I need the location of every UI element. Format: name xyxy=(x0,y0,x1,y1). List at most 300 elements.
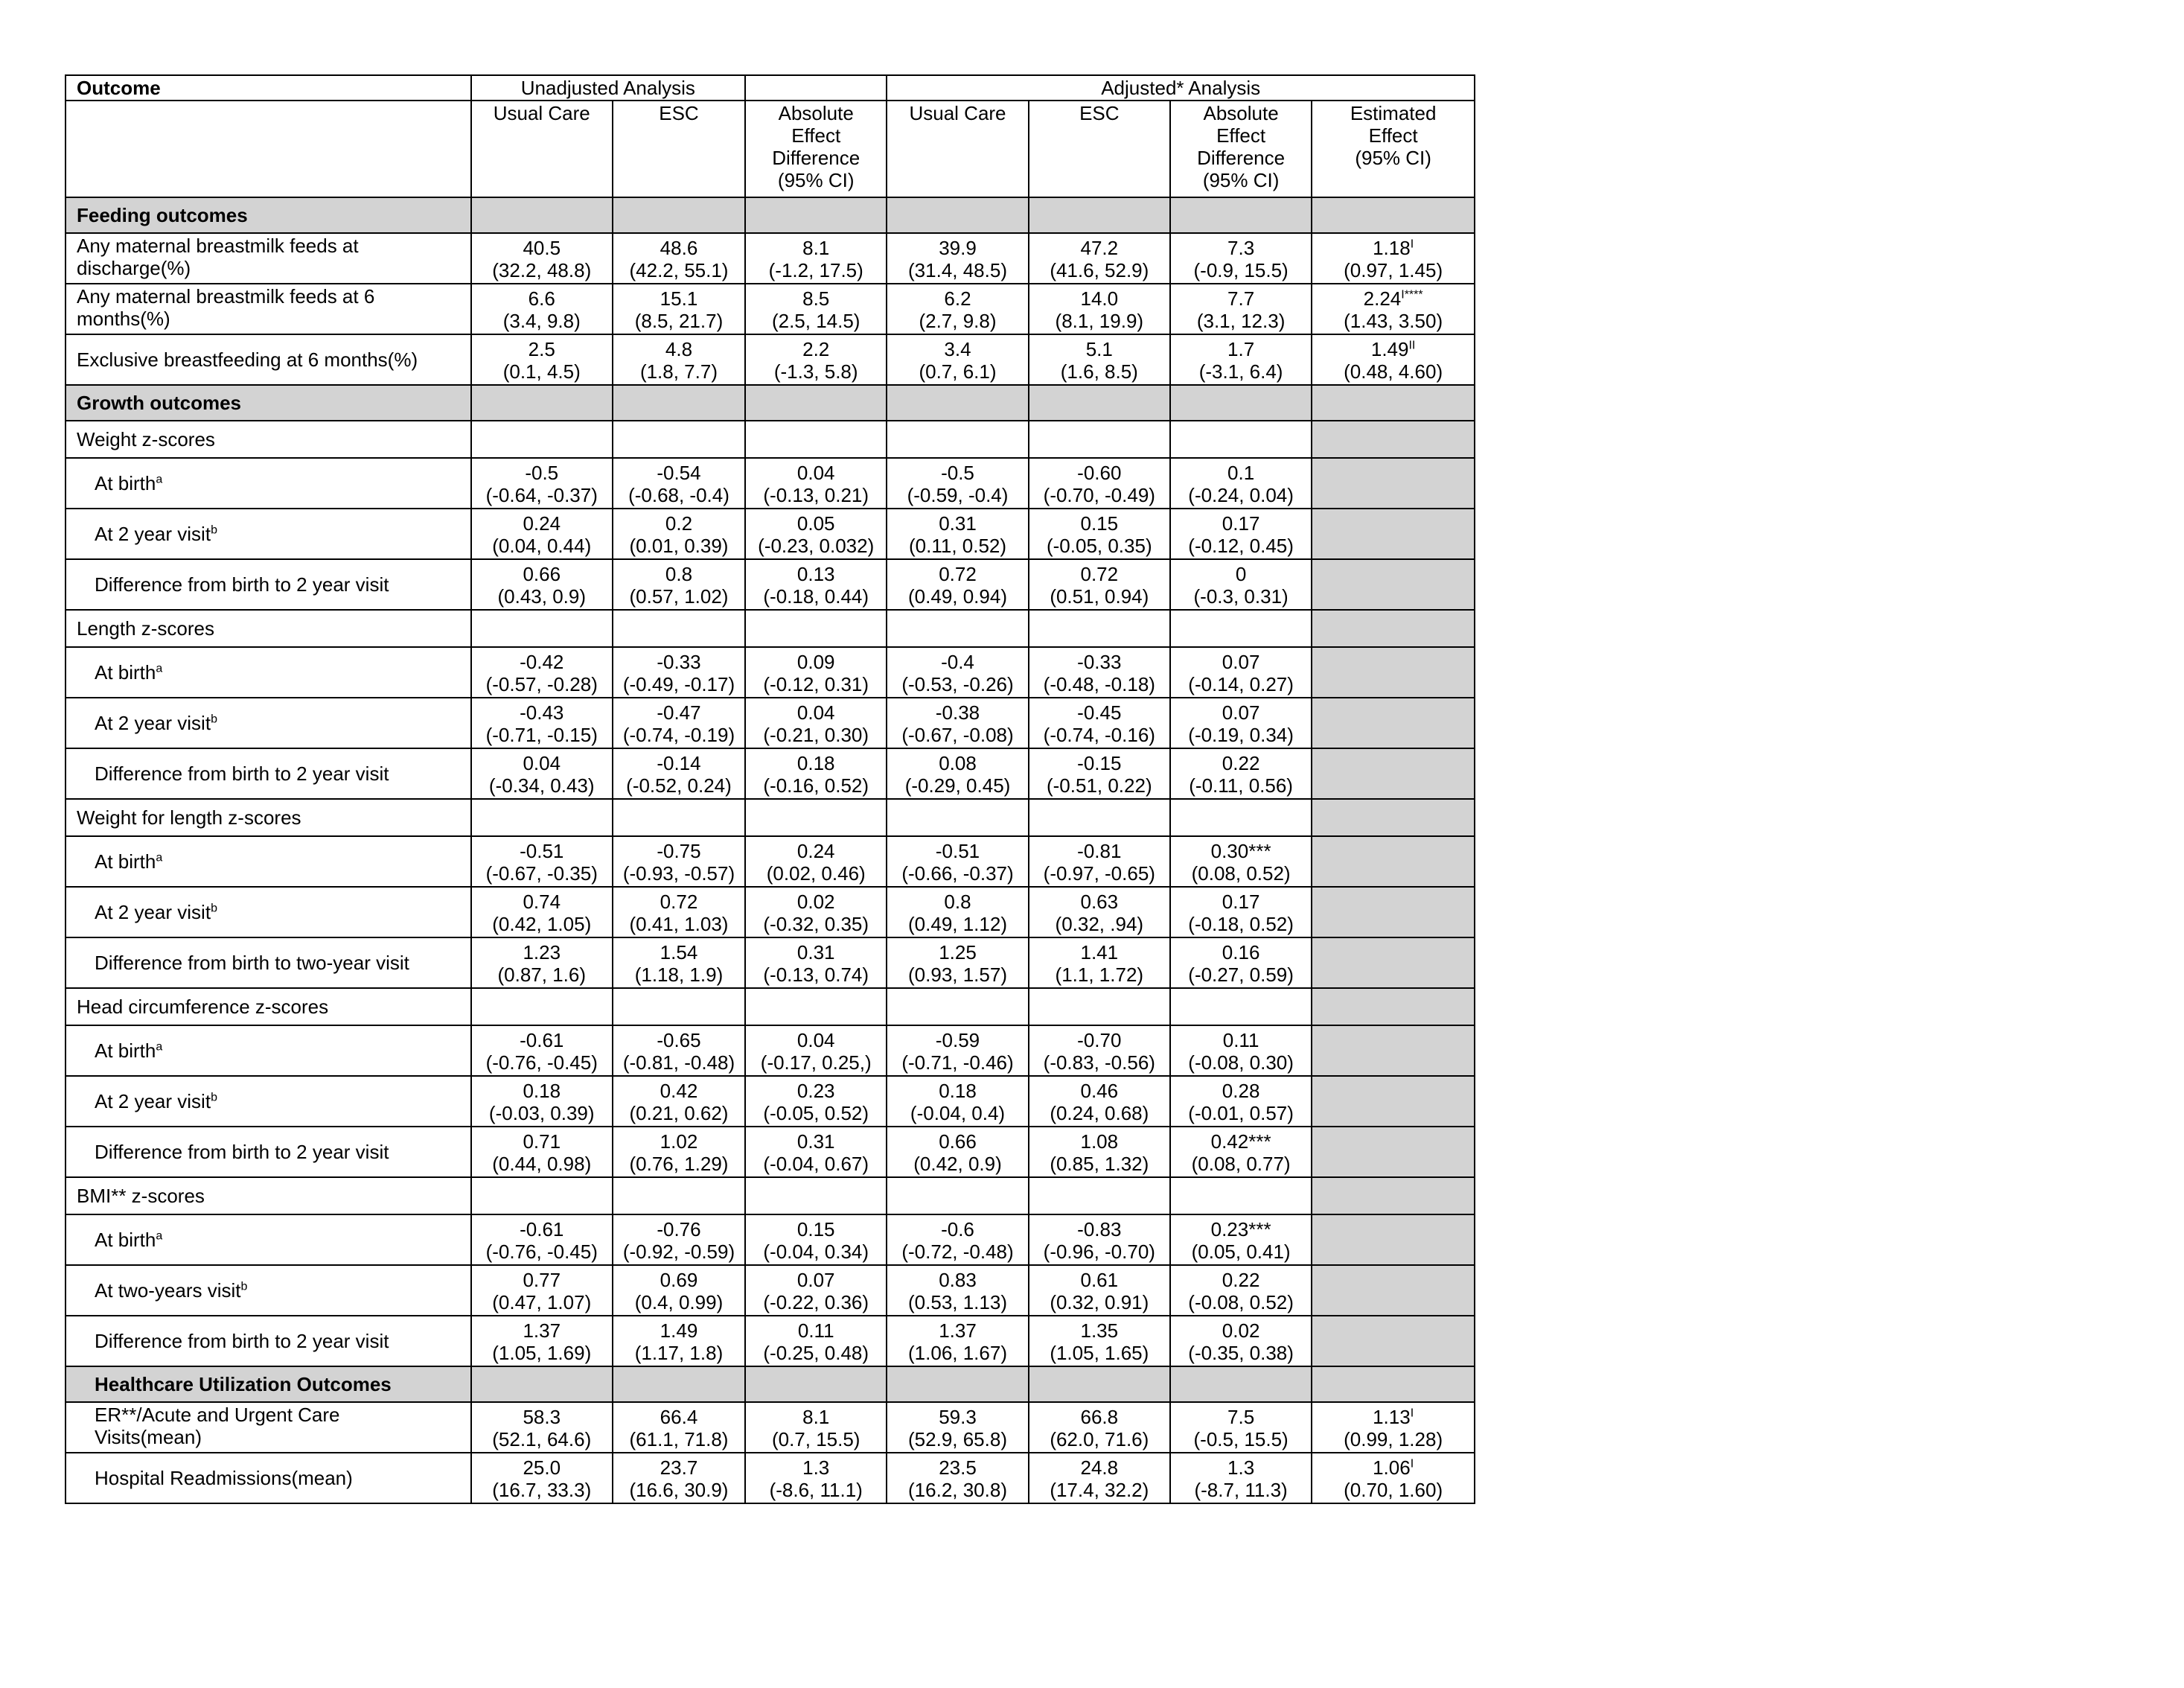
row-label-line: At 2 year visit$^b$ xyxy=(95,901,217,923)
cell-estimate: -0.33 xyxy=(1077,651,1122,673)
column-header-line: (95% CI) xyxy=(1355,147,1431,169)
column-header-line: Difference xyxy=(772,147,860,169)
cell-estimate: 0.07 xyxy=(1222,701,1260,724)
cell-estimate: 59.3 xyxy=(939,1406,977,1428)
row-label-line: At birth$^a$ xyxy=(95,1039,163,1062)
cell-estimate: 0.28 xyxy=(1222,1080,1260,1102)
data-cell xyxy=(613,1076,745,1127)
cell-ci: (-0.48, -0.18) xyxy=(1043,673,1155,695)
data-cell xyxy=(471,1316,613,1366)
group-cell xyxy=(613,610,745,647)
cell-ci: (-0.74, -0.19) xyxy=(622,724,735,746)
data-cell xyxy=(1029,233,1170,284)
data-cell xyxy=(745,1076,887,1127)
section-row xyxy=(66,197,1475,233)
section-label: Feeding outcomes xyxy=(66,197,471,233)
data-cell xyxy=(1029,1402,1170,1453)
cell-estimate: $2.24^{I****}$ xyxy=(1363,287,1423,310)
header-row-1 xyxy=(66,75,1475,101)
cell-ci: (-0.67, -0.35) xyxy=(485,862,598,885)
data-cell xyxy=(1170,1127,1312,1177)
data-cell xyxy=(887,698,1028,748)
cell-estimate: 0.18 xyxy=(796,752,835,774)
table-body xyxy=(66,75,1475,1503)
cell-estimate: 0.24 xyxy=(796,840,835,862)
data-cell xyxy=(745,698,887,748)
cell-ci: (0.85, 1.32) xyxy=(1050,1153,1149,1175)
cell-estimate: 0.13 xyxy=(796,563,835,585)
cell-ci: (17.4, 32.2) xyxy=(1050,1479,1149,1501)
cell-ci: (3.1, 12.3) xyxy=(1196,310,1286,332)
cell-estimate: 0.07 xyxy=(796,1269,835,1291)
row-label xyxy=(66,698,471,748)
cell-estimate: 0.22 xyxy=(1222,1269,1260,1291)
data-cell xyxy=(1029,1127,1170,1177)
data-cell xyxy=(613,937,745,988)
data-cell xyxy=(745,458,887,509)
data-cell xyxy=(613,1316,745,1366)
row-label-line: At birth$^a$ xyxy=(95,1229,163,1251)
column-header xyxy=(471,101,613,197)
data-cell xyxy=(471,1214,613,1265)
data-cell xyxy=(1029,458,1170,509)
row-label xyxy=(66,1453,471,1503)
data-cell-empty xyxy=(1312,748,1475,799)
row-label-line: Any maternal breastmilk feeds at xyxy=(77,235,359,257)
group-cell xyxy=(887,799,1028,836)
cell-estimate: 0.23 xyxy=(796,1080,835,1102)
cell-estimate: 1.54 xyxy=(660,941,698,964)
cell-ci: (31.4, 48.5) xyxy=(908,259,1007,281)
cell-estimate: -0.75 xyxy=(657,840,701,862)
cell-ci: (0.87, 1.6) xyxy=(497,964,586,986)
cell-estimate: 0.72 xyxy=(1080,563,1119,585)
group-label: Head circumference z-scores xyxy=(66,988,471,1025)
row-label-line: Exclusive breastfeeding at 6 months(%) xyxy=(77,348,418,371)
section-cell xyxy=(745,1366,887,1402)
group-cell xyxy=(471,610,613,647)
cell-estimate: 7.5 xyxy=(1227,1406,1255,1428)
cell-estimate: 0 xyxy=(1235,563,1247,585)
data-cell xyxy=(1029,1316,1170,1366)
table-row xyxy=(66,1214,1475,1265)
cell-ci: (16.7, 33.3) xyxy=(492,1479,592,1501)
cell-ci: (0.24, 0.68) xyxy=(1050,1102,1149,1124)
footnote-marker: I**** xyxy=(1401,288,1423,302)
data-cell xyxy=(471,647,613,698)
group-cell xyxy=(745,1177,887,1214)
section-cell xyxy=(745,197,887,233)
data-cell xyxy=(887,1402,1028,1453)
cell-ci: (0.04, 0.44) xyxy=(492,535,592,557)
group-row xyxy=(66,421,1475,458)
data-cell xyxy=(745,887,887,937)
row-label-line: At birth$^a$ xyxy=(95,661,163,684)
data-cell xyxy=(1170,937,1312,988)
data-cell xyxy=(745,748,887,799)
cell-ci: (-0.51, 0.22) xyxy=(1046,774,1152,797)
data-cell xyxy=(613,1402,745,1453)
section-cell xyxy=(1312,1366,1475,1402)
data-cell xyxy=(887,1127,1028,1177)
data-cell xyxy=(1029,647,1170,698)
column-header xyxy=(745,101,887,197)
data-cell xyxy=(887,1214,1028,1265)
cell-estimate: 0.04 xyxy=(796,701,835,724)
cell-estimate: 0.07 xyxy=(1222,651,1260,673)
data-cell xyxy=(1029,887,1170,937)
data-cell xyxy=(745,647,887,698)
row-label xyxy=(66,748,471,799)
cell-ci: (0.08, 0.77) xyxy=(1191,1153,1291,1175)
data-cell xyxy=(745,1453,887,1503)
section-cell xyxy=(1029,385,1170,421)
data-cell xyxy=(1029,748,1170,799)
cell-ci: (1.18, 1.9) xyxy=(634,964,724,986)
table-row xyxy=(66,1025,1475,1076)
cell-estimate: 0.09 xyxy=(796,651,835,673)
data-cell xyxy=(1029,1214,1170,1265)
footnote-marker: b xyxy=(211,1091,217,1104)
data-cell xyxy=(471,748,613,799)
cell-estimate: 1.7 xyxy=(1227,338,1255,360)
cell-estimate: 8.1 xyxy=(802,237,830,259)
cell-estimate: 0.8 xyxy=(944,891,971,913)
data-cell xyxy=(1029,1453,1170,1503)
cell-estimate: 0.61 xyxy=(1080,1269,1119,1291)
cell-ci: (0.76, 1.29) xyxy=(629,1153,729,1175)
footnote-marker: b xyxy=(211,713,217,726)
cell-ci: (0.53, 1.13) xyxy=(908,1291,1007,1313)
group-cell xyxy=(1170,421,1312,458)
section-row xyxy=(66,385,1475,421)
data-cell xyxy=(471,334,613,385)
cell-ci: (0.11, 0.52) xyxy=(908,535,1007,557)
cell-ci: (-0.05, 0.35) xyxy=(1046,535,1152,557)
cell-estimate: -0.5 xyxy=(525,462,559,484)
data-cell xyxy=(887,1453,1028,1503)
section-cell xyxy=(1029,197,1170,233)
data-cell xyxy=(887,1265,1028,1316)
header-adjusted: Adjusted* Analysis xyxy=(887,75,1475,101)
cell-estimate: 1.25 xyxy=(939,941,977,964)
cell-estimate: 23.7 xyxy=(660,1456,698,1479)
row-label-line: Hospital Readmissions(mean) xyxy=(95,1467,353,1489)
row-label xyxy=(66,559,471,610)
data-cell xyxy=(471,1453,613,1503)
table-row xyxy=(66,1402,1475,1453)
cell-ci: (-0.9, 15.5) xyxy=(1193,259,1289,281)
row-label xyxy=(66,937,471,988)
data-cell xyxy=(471,284,613,334)
cell-estimate: 0.04 xyxy=(523,752,561,774)
cell-estimate: 0.77 xyxy=(523,1269,561,1291)
group-cell xyxy=(745,988,887,1025)
group-cell xyxy=(1312,610,1475,647)
table-row xyxy=(66,1453,1475,1503)
cell-ci: (0.57, 1.02) xyxy=(629,585,729,608)
cell-estimate: 8.5 xyxy=(802,287,830,310)
cell-estimate: 0.11 xyxy=(797,1319,834,1342)
cell-ci: (-0.35, 0.38) xyxy=(1188,1342,1294,1364)
cell-estimate: -0.42 xyxy=(520,651,564,673)
cell-estimate: 0.74 xyxy=(523,891,561,913)
cell-estimate: 0.23*** xyxy=(1210,1218,1271,1240)
data-cell xyxy=(471,836,613,887)
cell-estimate: 0.63 xyxy=(1080,891,1119,913)
row-label xyxy=(66,1214,471,1265)
data-cell xyxy=(1170,458,1312,509)
cell-ci: (-0.14, 0.27) xyxy=(1188,673,1294,695)
data-cell xyxy=(745,284,887,334)
data-cell xyxy=(471,1127,613,1177)
cell-estimate: 66.4 xyxy=(660,1406,698,1428)
cell-estimate: 39.9 xyxy=(939,237,977,259)
data-cell xyxy=(1312,284,1475,334)
cell-ci: (16.2, 30.8) xyxy=(908,1479,1007,1501)
cell-estimate: 23.5 xyxy=(939,1456,977,1479)
cell-estimate: 48.6 xyxy=(660,237,698,259)
cell-ci: (0.1, 4.5) xyxy=(502,360,581,383)
cell-estimate: 0.46 xyxy=(1080,1080,1119,1102)
cell-estimate: -0.70 xyxy=(1077,1029,1122,1051)
cell-estimate: 0.30*** xyxy=(1210,840,1271,862)
cell-ci: (-0.12, 0.31) xyxy=(763,673,869,695)
cell-estimate: 58.3 xyxy=(523,1406,561,1428)
data-cell xyxy=(1170,1316,1312,1366)
column-header xyxy=(887,101,1028,197)
data-cell xyxy=(887,748,1028,799)
row-label-line: Any maternal breastmilk feeds at 6 xyxy=(77,285,375,308)
cell-estimate: 0.11 xyxy=(1222,1029,1259,1051)
cell-estimate: 24.8 xyxy=(1080,1456,1119,1479)
cell-ci: (-0.97, -0.65) xyxy=(1043,862,1155,885)
cell-estimate: 0.66 xyxy=(939,1130,977,1153)
data-cell xyxy=(745,509,887,559)
table-row xyxy=(66,698,1475,748)
section-label: Growth outcomes xyxy=(66,385,471,421)
data-cell xyxy=(1170,509,1312,559)
cell-estimate: -0.83 xyxy=(1077,1218,1122,1240)
cell-estimate: 0.71 xyxy=(523,1130,561,1153)
cell-ci: (-0.04, 0.67) xyxy=(763,1153,869,1175)
section-cell xyxy=(613,385,745,421)
group-cell xyxy=(471,799,613,836)
row-label-line: At birth$^a$ xyxy=(95,472,163,494)
group-label: Weight z-scores xyxy=(66,421,471,458)
footnote-marker: b xyxy=(211,902,217,915)
data-cell xyxy=(1170,1265,1312,1316)
row-label-line: ER**/Acute and Urgent Care xyxy=(95,1404,340,1426)
cell-ci: (0.42, 0.9) xyxy=(913,1153,1002,1175)
table-row xyxy=(66,748,1475,799)
cell-ci: (-0.92, -0.59) xyxy=(622,1240,735,1263)
cell-ci: (-1.3, 5.8) xyxy=(773,360,858,383)
data-cell xyxy=(1029,698,1170,748)
data-cell xyxy=(1029,334,1170,385)
cell-ci: (-0.04, 0.4) xyxy=(910,1102,1006,1124)
cell-estimate: 2.2 xyxy=(802,338,830,360)
footnote-marker: b xyxy=(211,523,217,537)
cell-ci: (-0.76, -0.45) xyxy=(485,1051,598,1074)
section-cell xyxy=(471,197,613,233)
cell-ci: (-0.71, -0.46) xyxy=(901,1051,1014,1074)
group-cell xyxy=(887,421,1028,458)
cell-ci: (0.99, 1.28) xyxy=(1344,1428,1443,1450)
group-cell xyxy=(613,799,745,836)
group-cell xyxy=(745,799,887,836)
cell-ci: (-0.81, -0.48) xyxy=(622,1051,735,1074)
cell-estimate: -0.65 xyxy=(657,1029,701,1051)
data-cell-empty xyxy=(1312,559,1475,610)
group-cell xyxy=(887,988,1028,1025)
data-cell xyxy=(613,233,745,284)
data-cell-empty xyxy=(1312,1076,1475,1127)
row-label-line: At birth$^a$ xyxy=(95,850,163,873)
data-cell xyxy=(471,887,613,937)
column-header-line: Effect xyxy=(1216,124,1266,147)
section-cell xyxy=(1312,197,1475,233)
cell-ci: (-0.52, 0.24) xyxy=(626,774,732,797)
data-cell-empty xyxy=(1312,647,1475,698)
data-cell xyxy=(887,887,1028,937)
cell-ci: (1.1, 1.72) xyxy=(1055,964,1144,986)
cell-estimate: 0.18 xyxy=(939,1080,977,1102)
group-cell xyxy=(887,610,1028,647)
cell-estimate: -0.5 xyxy=(941,462,974,484)
header-blank xyxy=(745,75,887,101)
data-cell xyxy=(745,1214,887,1265)
group-cell xyxy=(1170,610,1312,647)
cell-ci: (0.70, 1.60) xyxy=(1344,1479,1443,1501)
data-cell xyxy=(1170,559,1312,610)
cell-ci: (-0.67, -0.08) xyxy=(901,724,1014,746)
table-row xyxy=(66,1316,1475,1366)
cell-ci: (-0.16, 0.52) xyxy=(763,774,869,797)
cell-ci: (-0.13, 0.74) xyxy=(763,964,869,986)
group-cell xyxy=(613,421,745,458)
cell-estimate: $1.06^I$ xyxy=(1373,1456,1414,1479)
data-cell xyxy=(613,458,745,509)
cell-ci: (0.49, 0.94) xyxy=(908,585,1007,608)
cell-ci: (0.7, 6.1) xyxy=(919,360,997,383)
cell-estimate: 0.04 xyxy=(796,462,835,484)
data-cell xyxy=(1029,937,1170,988)
cell-estimate: -0.45 xyxy=(1077,701,1122,724)
cell-estimate: -0.81 xyxy=(1077,840,1122,862)
cell-estimate: -0.14 xyxy=(657,752,701,774)
cell-ci: (-0.5, 15.5) xyxy=(1193,1428,1289,1450)
data-cell xyxy=(745,559,887,610)
data-cell xyxy=(1170,1453,1312,1503)
data-cell xyxy=(1170,1402,1312,1453)
cell-ci: (0.4, 0.99) xyxy=(634,1291,724,1313)
data-cell xyxy=(887,284,1028,334)
cell-estimate: 15.1 xyxy=(660,287,698,310)
cell-estimate: 40.5 xyxy=(523,237,561,259)
cell-estimate: -0.54 xyxy=(657,462,701,484)
cell-ci: (0.02, 0.46) xyxy=(766,862,866,885)
group-cell xyxy=(613,1177,745,1214)
cell-estimate: 2.5 xyxy=(528,338,555,360)
column-header-line: (95% CI) xyxy=(777,169,855,191)
header-unadjusted: Unadjusted Analysis xyxy=(471,75,745,101)
cell-ci: (-0.76, -0.45) xyxy=(485,1240,598,1263)
cell-ci: (-3.1, 6.4) xyxy=(1198,360,1283,383)
data-cell xyxy=(745,1402,887,1453)
cell-estimate: 4.8 xyxy=(665,338,693,360)
cell-ci: (0.05, 0.41) xyxy=(1191,1240,1291,1263)
row-label xyxy=(66,1127,471,1177)
cell-ci: (0.32, 0.91) xyxy=(1050,1291,1149,1313)
column-header-line: ESC xyxy=(659,102,699,124)
group-cell xyxy=(1029,988,1170,1025)
cell-ci: (52.9, 65.8) xyxy=(908,1428,1007,1450)
cell-estimate: 0.22 xyxy=(1222,752,1260,774)
cell-estimate: 1.08 xyxy=(1080,1130,1119,1153)
cell-ci: (61.1, 71.8) xyxy=(629,1428,729,1450)
data-cell xyxy=(613,698,745,748)
cell-ci: (52.1, 64.6) xyxy=(492,1428,592,1450)
table-row xyxy=(66,1265,1475,1316)
data-cell xyxy=(1170,748,1312,799)
cell-ci: (1.17, 1.8) xyxy=(634,1342,724,1364)
data-cell xyxy=(613,509,745,559)
cell-ci: (0.7, 15.5) xyxy=(771,1428,860,1450)
cell-estimate: 5.1 xyxy=(1085,338,1113,360)
results-table xyxy=(65,74,1475,1504)
cell-ci: (0.01, 0.39) xyxy=(629,535,729,557)
column-header xyxy=(613,101,745,197)
data-cell xyxy=(613,284,745,334)
cell-estimate: -0.43 xyxy=(520,701,564,724)
data-cell xyxy=(613,1214,745,1265)
cell-ci: (-0.08, 0.30) xyxy=(1188,1051,1294,1074)
data-cell xyxy=(1170,836,1312,887)
data-cell xyxy=(1170,698,1312,748)
cell-estimate: -0.4 xyxy=(941,651,974,673)
data-cell xyxy=(1170,647,1312,698)
table-row xyxy=(66,937,1475,988)
row-label-line: Difference from birth to two-year visit xyxy=(95,952,409,974)
column-header xyxy=(1029,101,1170,197)
row-label xyxy=(66,887,471,937)
data-cell xyxy=(887,1316,1028,1366)
cell-estimate: 8.1 xyxy=(802,1406,830,1428)
data-cell xyxy=(1312,334,1475,385)
cell-estimate: 1.37 xyxy=(939,1319,977,1342)
row-label xyxy=(66,233,471,284)
data-cell xyxy=(1170,1076,1312,1127)
column-header-line: (95% CI) xyxy=(1202,169,1280,191)
cell-estimate: -0.47 xyxy=(657,701,701,724)
cell-estimate: 0.18 xyxy=(523,1080,561,1102)
data-cell xyxy=(613,647,745,698)
footnote-marker: a xyxy=(156,1229,163,1243)
cell-ci: (2.5, 14.5) xyxy=(771,310,860,332)
cell-estimate: -0.51 xyxy=(520,840,564,862)
cell-ci: (-0.96, -0.70) xyxy=(1043,1240,1155,1263)
footnote-marker: I xyxy=(1410,238,1414,251)
footnote-marker: a xyxy=(156,662,163,675)
cell-estimate: 1.02 xyxy=(660,1130,698,1153)
group-cell xyxy=(471,988,613,1025)
data-cell-empty xyxy=(1312,1265,1475,1316)
footnote-marker: a xyxy=(156,473,163,486)
cell-ci: (62.0, 71.6) xyxy=(1050,1428,1149,1450)
cell-ci: (-0.08, 0.52) xyxy=(1188,1291,1294,1313)
cell-estimate: 0.04 xyxy=(796,1029,835,1051)
